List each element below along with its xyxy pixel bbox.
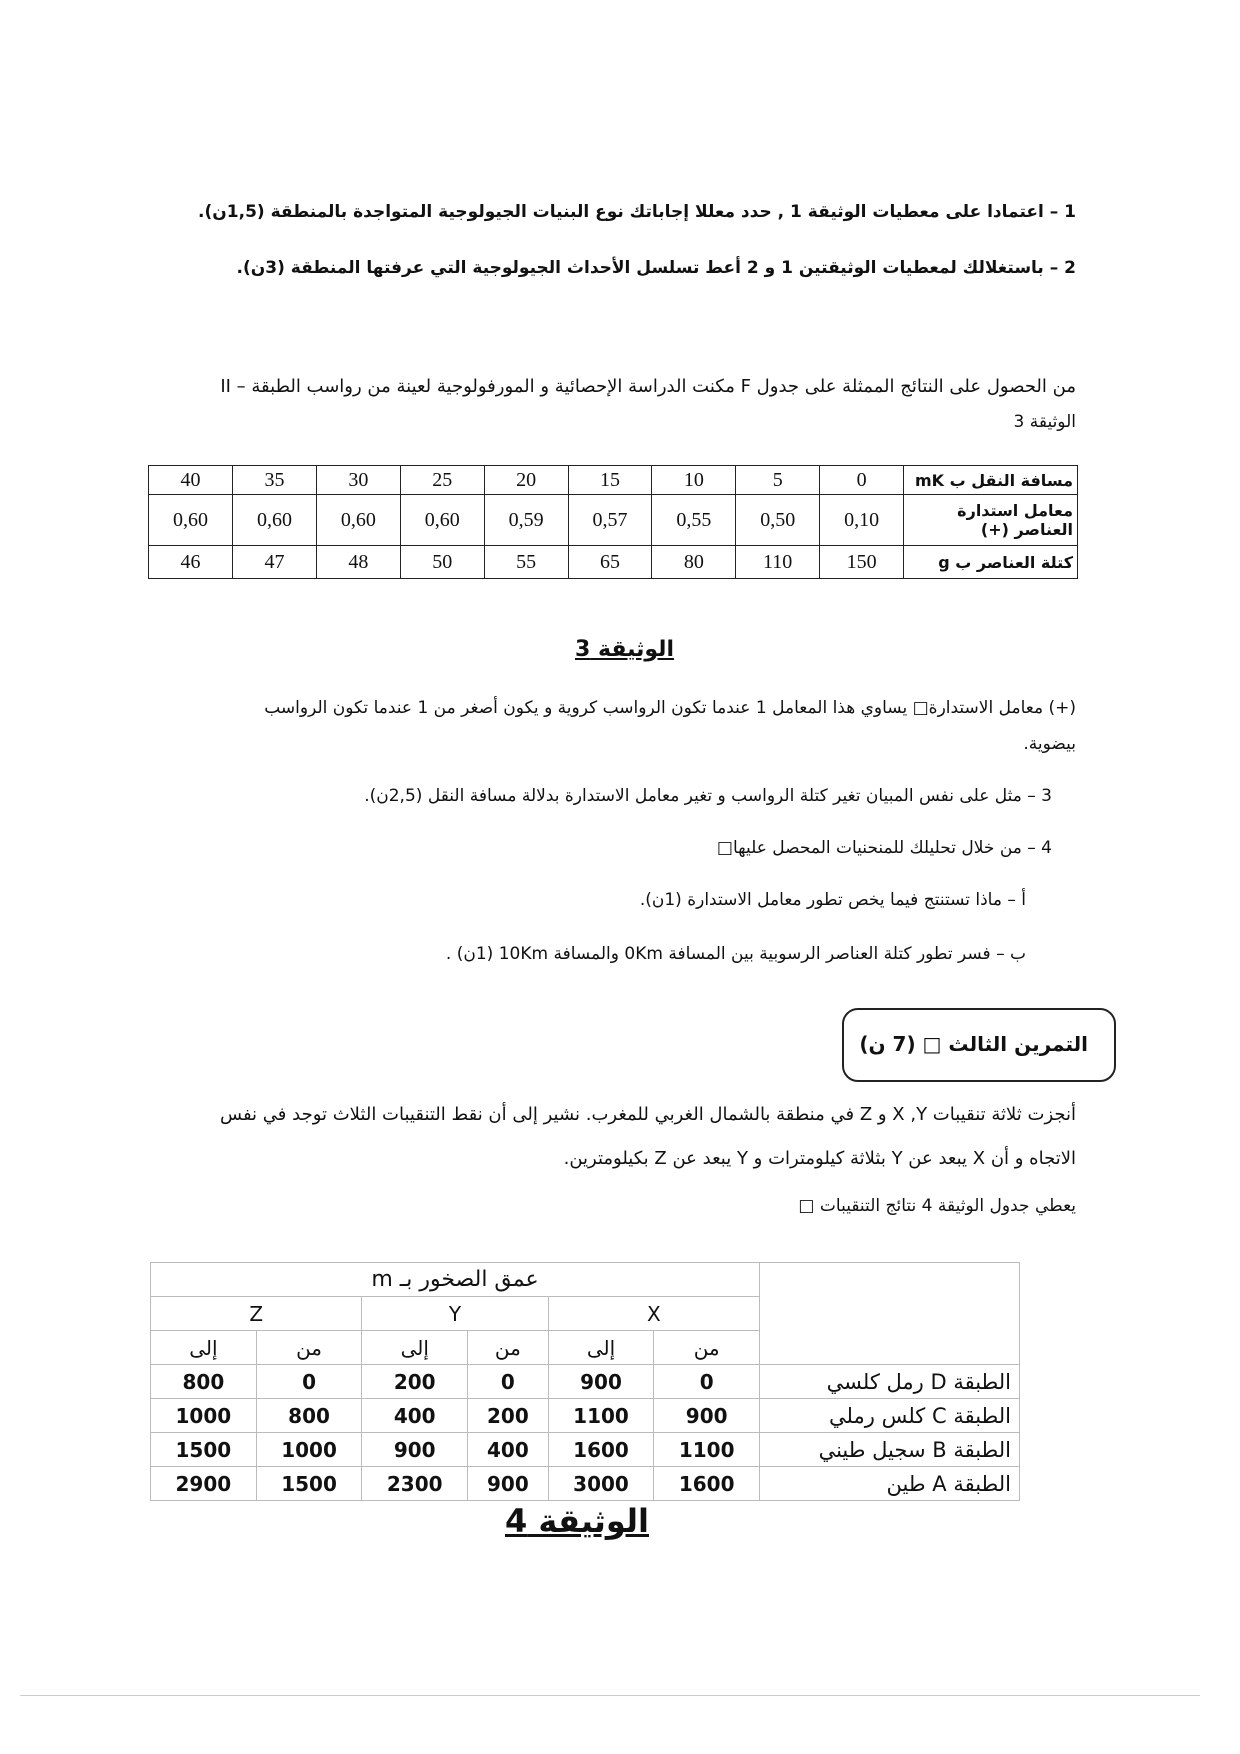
from-header: من <box>468 1331 549 1365</box>
table-cell: 65 <box>568 546 652 579</box>
question-3: 3 – مثل على نفس المبيان تغير كتلة الرواسب و تغير معامل الاستدارة بدلالة مسافة النقل (2,5ن). <box>364 786 1052 806</box>
question-4a: أ – ماذا تستنتج فيما يخص تطور معامل الاستدارة (1ن). <box>639 890 1026 910</box>
document-4-caption: الوثيقة 4 <box>505 1502 649 1540</box>
layer-label: الطبقة B سجيل طيني <box>760 1433 1020 1467</box>
table-row <box>151 1433 1020 1467</box>
table-cell: 1100 <box>548 1399 654 1433</box>
table-row <box>151 1263 1020 1297</box>
table-cell: 400 <box>468 1433 549 1467</box>
row-label: معامل استدارة العناصر (+) <box>904 495 1078 546</box>
table-cell: 55 <box>484 546 568 579</box>
table-cell: 1600 <box>548 1433 654 1467</box>
table-cell: 0 <box>654 1365 760 1399</box>
exercise-3-title: التمرين الثالث □ (7 ن) <box>859 1032 1088 1056</box>
table-cell: 0 <box>256 1365 362 1399</box>
table-cell: 0,50 <box>736 495 820 546</box>
table-cell: 900 <box>548 1365 654 1399</box>
exercise-3-line3: يعطي جدول الوثيقة 4 نتائج التنقيبات □ <box>798 1196 1076 1216</box>
table-cell: 0 <box>820 466 904 495</box>
exercise-3-line1: أنجزت ثلاثة تنقيبات X ,Y و Z في منطقة بالشمال الغربي للمغرب. نشير إلى أن نقط التنقيبات الثلاث توجد في نفس <box>220 1104 1076 1125</box>
table-cell: 0,60 <box>400 495 484 546</box>
document-3-caption: الوثيقة 3 <box>575 637 674 662</box>
table-cell: 0,60 <box>316 495 400 546</box>
table-cell: 10 <box>652 466 736 495</box>
table-cell: 200 <box>468 1399 549 1433</box>
borehole-x-header: X <box>548 1297 759 1331</box>
table-cell: 0,59 <box>484 495 568 546</box>
table-cell: 46 <box>149 546 233 579</box>
question-4b: ب – فسر تطور كتلة العناصر الرسوبية بين المسافة 0Km والمسافة 10Km (1ن) . <box>445 944 1026 964</box>
table-cell: 40 <box>149 466 233 495</box>
table-row <box>151 1399 1020 1433</box>
question-1: 1 – اعتمادا على معطيات الوثيقة 1 , حدد معللا إجاباتك نوع البنيات الجيولوجية المتواجدة بالمنطقة (1,5ن). <box>198 202 1076 222</box>
document-3-table <box>148 465 1078 579</box>
to-header: إلى <box>362 1331 468 1365</box>
table-cell: 1000 <box>151 1399 257 1433</box>
table-cell: 900 <box>654 1399 760 1433</box>
table-cell: 800 <box>151 1365 257 1399</box>
footer-divider <box>20 1695 1200 1696</box>
row-label: مسافة النقل ب mK <box>904 466 1078 495</box>
to-header: إلى <box>548 1331 654 1365</box>
row-label: كتلة العناصر ب g <box>904 546 1078 579</box>
table-cell: 35 <box>233 466 317 495</box>
table-cell: 5 <box>736 466 820 495</box>
table-cell: 15 <box>568 466 652 495</box>
table-cell: 0 <box>468 1365 549 1399</box>
borehole-y-header: Y <box>362 1297 548 1331</box>
table-cell: 150 <box>820 546 904 579</box>
table-cell: 0,60 <box>149 495 233 546</box>
table-cell: 0,57 <box>568 495 652 546</box>
part2-intro-line1: II – مكنت الدراسة الإحصائية و المورفولوجية لعينة من رواسب الطبقة F من الحصول على النتائج الممثلة على جدول <box>220 376 1076 397</box>
table-row <box>149 466 1078 495</box>
from-header: من <box>256 1331 362 1365</box>
table-cell: 200 <box>362 1365 468 1399</box>
table-cell: 110 <box>736 546 820 579</box>
table-cell: 1500 <box>256 1467 362 1501</box>
to-header: إلى <box>151 1331 257 1365</box>
empty-corner-cell <box>760 1263 1020 1365</box>
note-line1: (+) معامل الاستدارة□ يساوي هذا المعامل 1 عندما تكون الرواسب كروية و يكون أصغر من 1 عندما تكون الرواسب <box>264 698 1076 718</box>
table-cell: 800 <box>256 1399 362 1433</box>
table-cell: 1600 <box>654 1467 760 1501</box>
table-cell: 1000 <box>256 1433 362 1467</box>
table-cell: 900 <box>362 1433 468 1467</box>
table-cell: 1500 <box>151 1433 257 1467</box>
borehole-z-header: Z <box>151 1297 362 1331</box>
table-cell: 2900 <box>151 1467 257 1501</box>
table-cell: 20 <box>484 466 568 495</box>
table-cell: 50 <box>400 546 484 579</box>
table-cell: 1100 <box>654 1433 760 1467</box>
layer-label: الطبقة D رمل كلسي <box>760 1365 1020 1399</box>
layer-label: الطبقة C كلس رملي <box>760 1399 1020 1433</box>
table-row <box>151 1467 1020 1501</box>
table-cell: 0,10 <box>820 495 904 546</box>
table-cell: 80 <box>652 546 736 579</box>
table-cell: 900 <box>468 1467 549 1501</box>
table-row <box>149 495 1078 546</box>
table-cell: 0,60 <box>233 495 317 546</box>
layer-label: الطبقة A طين <box>760 1467 1020 1501</box>
table-cell: 0,55 <box>652 495 736 546</box>
table-cell: 25 <box>400 466 484 495</box>
part2-intro-line2: الوثيقة 3 <box>1013 412 1076 432</box>
table-cell: 30 <box>316 466 400 495</box>
exercise-3-line2: الاتجاه و أن X يبعد عن Y بثلاثة كيلومترات و Y يبعد عن Z بكيلومترين. <box>563 1148 1076 1169</box>
table-cell: 400 <box>362 1399 468 1433</box>
depth-header: عمق الصخور بـ m <box>151 1263 760 1297</box>
question-2: 2 – باستغلالك لمعطيات الوثيقتين 1 و 2 أعط تسلسل الأحداث الجيولوجية التي عرفتها المنطقة (3ن). <box>236 258 1076 278</box>
from-header: من <box>654 1331 760 1365</box>
table-cell: 48 <box>316 546 400 579</box>
question-4: 4 – من خلال تحليلك للمنحنيات المحصل عليها□ <box>716 838 1052 858</box>
table-cell: 3000 <box>548 1467 654 1501</box>
table-cell: 47 <box>233 546 317 579</box>
note-line2: بيضوية. <box>1023 734 1076 754</box>
table-row <box>149 546 1078 579</box>
document-4-table <box>150 1262 1020 1501</box>
table-row <box>151 1365 1020 1399</box>
table-cell: 2300 <box>362 1467 468 1501</box>
